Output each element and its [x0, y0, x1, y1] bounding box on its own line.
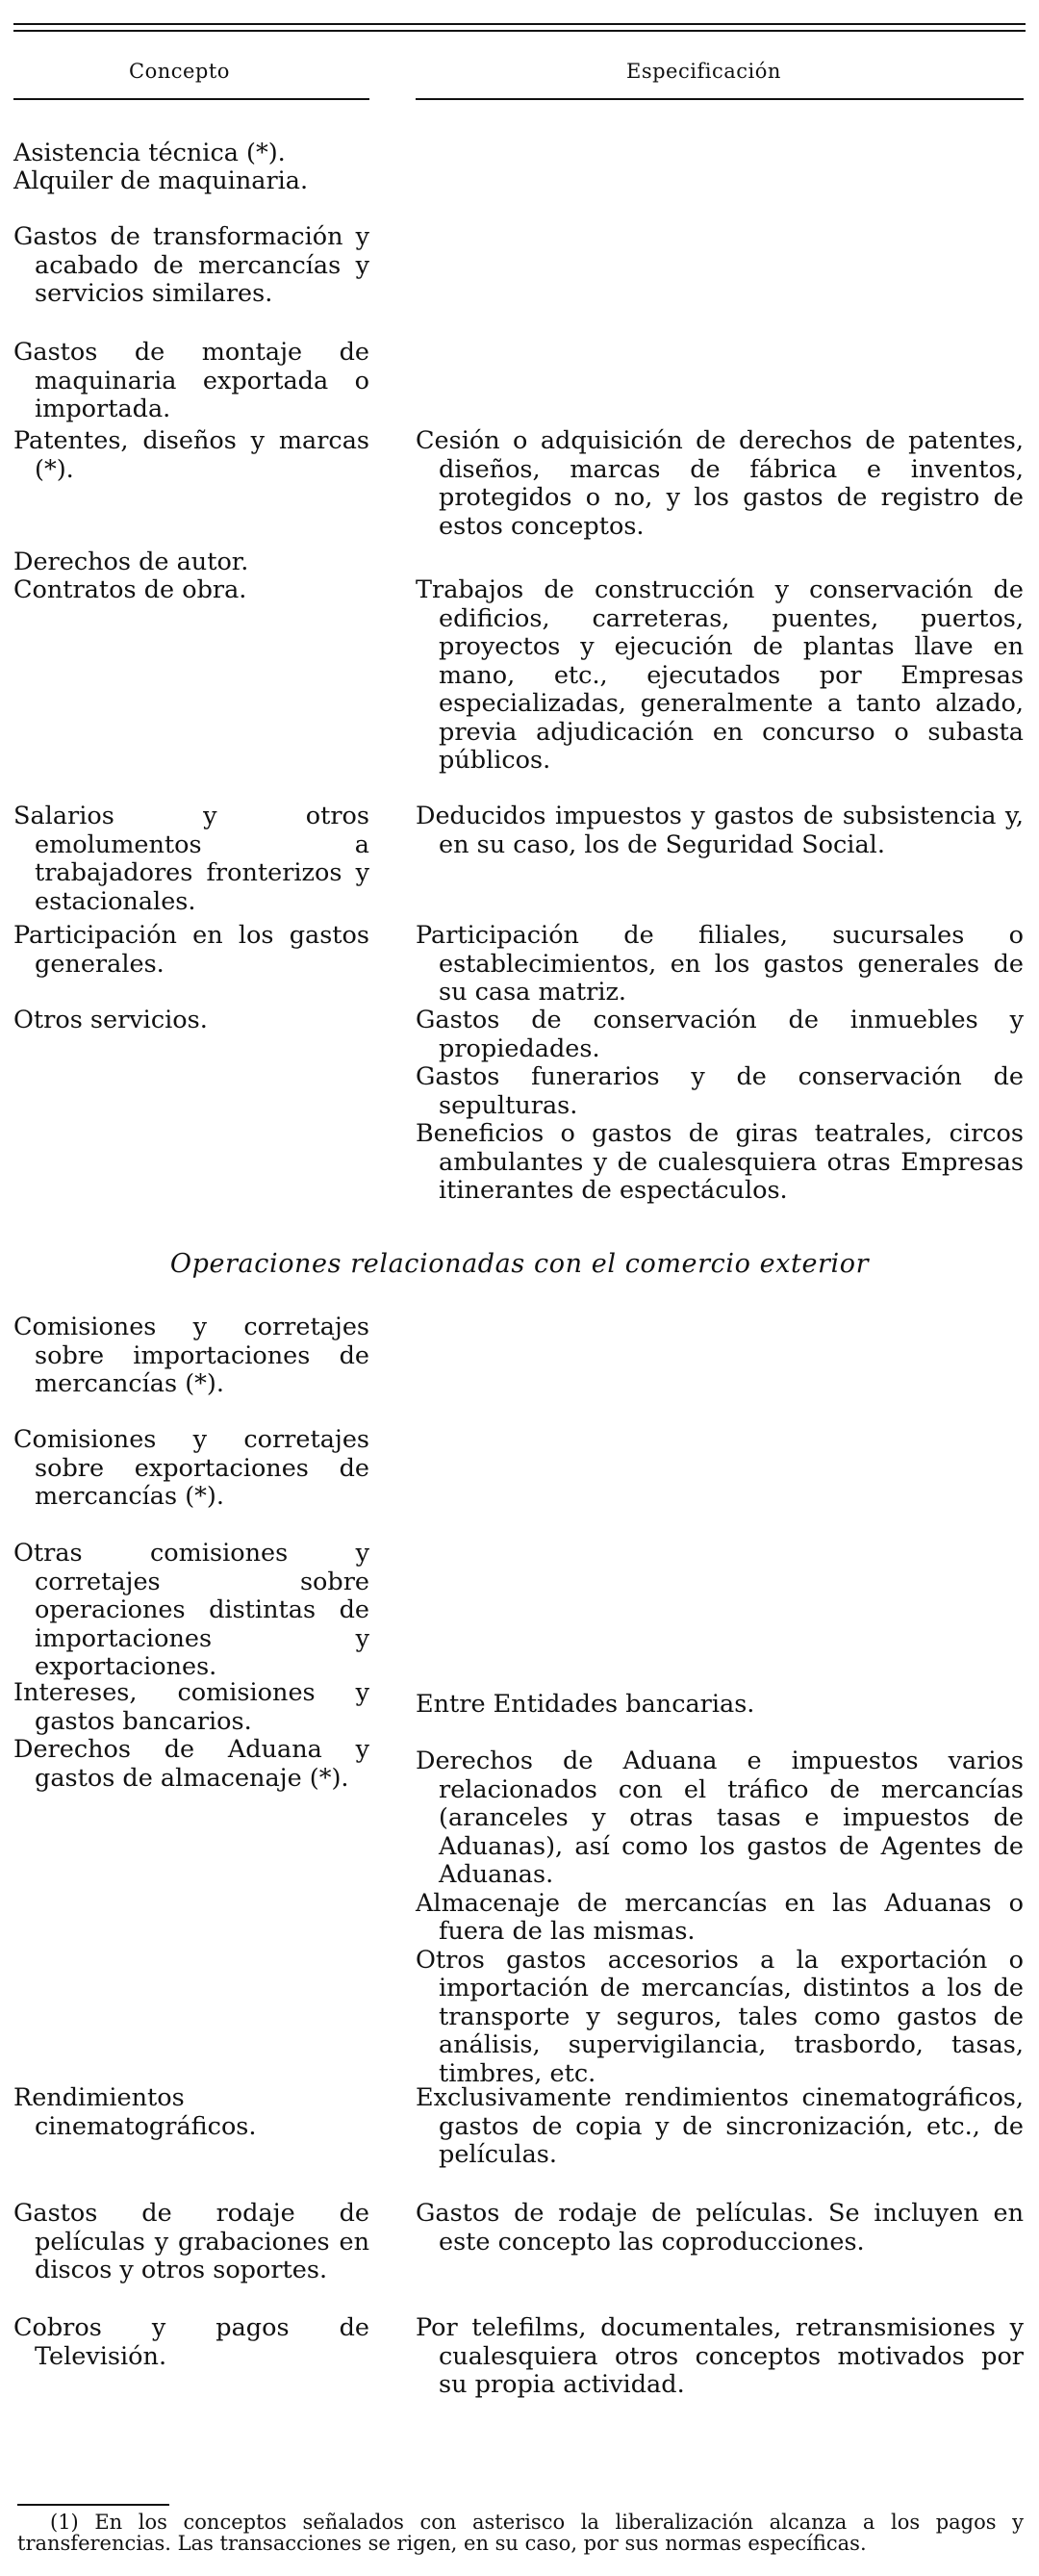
spec-paragraph: Gastos de rodaje de películas. Se incluyen en este concepto las coproducciones. — [416, 2199, 1024, 2257]
spec-paragraph: Almacenaje de mercancías en las Aduanas o fuera de las mismas. — [416, 1888, 1024, 1946]
spec-paragraph: Exclusivamente rendimientos cinematográficos, gastos de copia y de sincronización, etc., de películas. — [416, 2083, 1024, 2169]
concept-cell: Contratos de obra. — [13, 575, 247, 604]
top-rule-1 — [13, 23, 1026, 25]
spec-paragraph: Por telefilms, documentales, retransmisiones y cualesquiera otros conceptos motivados por su propia actividad. — [416, 2313, 1024, 2399]
specification-cell — [416, 2314, 1024, 2400]
spec-paragraph: Gastos de conservación de inmuebles y propiedades. — [416, 1006, 1024, 1063]
header-concept: Concepto — [129, 60, 230, 83]
header-underline-concept — [13, 98, 369, 100]
specification-cell — [416, 2084, 1024, 2170]
specification-cell — [416, 803, 1024, 859]
concept-cell: Participación en los gastos generales. — [13, 921, 369, 979]
header-underline-spec — [416, 98, 1024, 100]
specification-cell — [416, 576, 1024, 776]
concept-cell: Patentes, diseños y marcas (*). — [13, 426, 369, 484]
spec-paragraph: Trabajos de construcción y conservación de edificios, carreteras, puentes, puertos, proyectos y ejecución de plantas llave en mano, etc., ejecutados por Empresas especializadas, generalmente a tanto alzado, previa adjudicación en concurso o subasta públicos. — [416, 575, 1024, 775]
concept-cell: Asistencia técnica (*). — [13, 139, 286, 167]
concept-cell: Gastos de transformación y acabado de mercancías y servicios similares. — [13, 222, 369, 308]
concept-cell: Derechos de Aduana y gastos de almacenaje (*). — [13, 1735, 369, 1793]
concept-cell: Cobros y pagos de Televisión. — [13, 2313, 369, 2371]
concept-cell: Comisiones y corretajes sobre exportaciones de mercancías (*). — [13, 1425, 369, 1511]
specification-cell — [416, 427, 1024, 541]
concept-cell: Intereses, comisiones y gastos bancarios. — [13, 1678, 369, 1736]
concept-cell: Rendimientos cinematográficos. — [13, 2083, 257, 2141]
concept-cell: Alquiler de maquinaria. — [13, 166, 309, 195]
specification-cell — [416, 1007, 1024, 1206]
spec-paragraph: Derechos de Aduana e impuestos varios relacionados con el tráfico de mercancías (aranceles y otras tasas e impuestos de Aduanas), así como los gastos de Agentes de Aduanas. — [416, 1747, 1024, 1889]
specification-cell — [416, 1747, 1024, 2088]
footnote-rule — [17, 2504, 169, 2506]
concept-cell: Gastos de rodaje de películas y grabaciones en discos y otros soportes. — [13, 2199, 369, 2284]
footnote: (1) En los conceptos señalados con asterisco la liberalización alcanza a los pagos y transferencias. Las transacciones se rigen, en su caso, por sus normas específicas. — [17, 2511, 1024, 2555]
concept-cell: Derechos de autor. — [13, 548, 249, 576]
section-title: Operaciones relacionadas con el comercio exterior — [169, 1249, 870, 1279]
specification-cell — [416, 1691, 1024, 1720]
concept-cell: Gastos de montaje de maquinaria exportada o importada. — [13, 338, 369, 423]
spec-paragraph: Gastos funerarios y de conservación de sepulturas. — [416, 1062, 1024, 1120]
spec-paragraph: Otros gastos accesorios a la exportación o importación de mercancías, distintos a los de transporte y seguros, tales como gastos de análisis, supervigilancia, trasbordo, tasas, timbres, etc. — [416, 1945, 1024, 2088]
spec-paragraph: Participación de filiales, sucursales o establecimientos, en los gastos generales de su casa matriz. — [416, 921, 1024, 1007]
spec-paragraph: Cesión o adquisición de derechos de patentes, diseños, marcas de fábrica e inventos, protegidos o no, y los gastos de registro de estos conceptos. — [416, 426, 1024, 541]
concept-cell: Salarios y otros emolumentos a trabajadores fronterizos y estacionales. — [13, 802, 369, 916]
spec-paragraph: Deducidos impuestos y gastos de subsistencia y, en su caso, los de Seguridad Social. — [416, 802, 1024, 859]
spec-paragraph: Entre Entidades bancarias. — [416, 1690, 755, 1719]
header-specification: Especificación — [626, 60, 781, 83]
spec-paragraph: Beneficios o gastos de giras teatrales, circos ambulantes y de cualesquiera otras Empresas itinerantes de espectáculos. — [416, 1119, 1024, 1205]
concept-cell: Otras comisiones y corretajes sobre operaciones distintas de importaciones y exportaciones. — [13, 1539, 369, 1681]
concept-cell: Comisiones y corretajes sobre importaciones de mercancías (*). — [13, 1313, 369, 1398]
concept-cell: Otros servicios. — [13, 1006, 208, 1034]
specification-cell — [416, 922, 1024, 1007]
specification-cell — [416, 2200, 1024, 2257]
top-rule-2 — [13, 30, 1026, 32]
